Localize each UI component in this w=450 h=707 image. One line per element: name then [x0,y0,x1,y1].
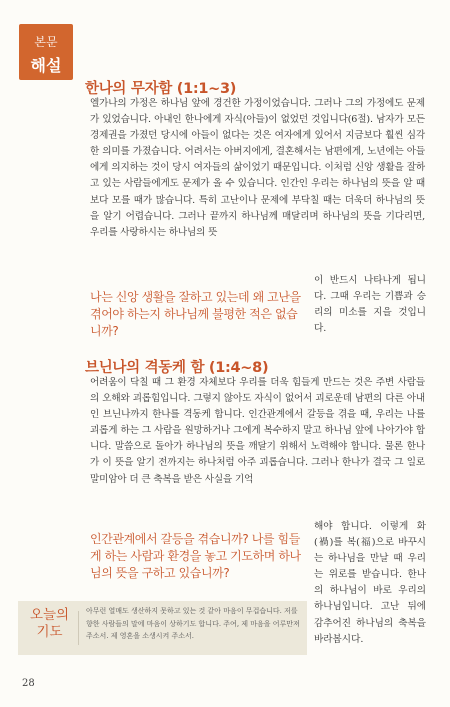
section1-pullquote: 나는 신앙 생활을 잘하고 있는데 왜 고난을 겪어야 하는지 하나님께 불평한 적은 없습니까? [90,290,301,338]
prayer-text: 아무런 열매도 생산하지 못하고 있는 것 같아 마음이 무겁습니다. 저를 향한 사람들의 말에 마음이 상하기도 합니다. 주여, 제 마음을 어루만져 주소서. 제 영혼을 소생시켜 주소서. [86,607,300,640]
section-tab-line1: 본문 [34,35,58,49]
todays-prayer-label [23,607,76,641]
prayer-label-line1: 오늘의 [29,607,70,623]
section1-heading: 한나의 무자함 (1:1~3) [85,81,237,97]
section2-paragraph: 어려움이 닥칠 때 그 환경 자체보다 우리를 더욱 힘들게 만드는 것은 주변 사람들의 오해와 괴롭힘입니다. 그렇지 않아도 자식이 없어서 괴로운데 남편의 다른 아내인 브닌나까지 한나를 격동케 합니다. 인간관계에서 갈등을 겪을 때, 우리는 나를 괴롭게 하는 그 사람을 원망하거나 그에게 복수하지 말고 하나님 앞에 나아가야 합니다. 말씀으로 돌아가 하나님의 뜻을 깨달기 위해서 노력해야 합니다. 물론 한나가 이 뜻을 알기 전까지는 하나처럼 아주 괴롭습니다. 그러나 한나가 결국 그 일로 말미암아 더 큰 축복을 받은 사실을 기억 [90,377,425,485]
section2-heading: 브닌나의 격동케 함 (1:4~8) [85,360,269,376]
section1-continued: 이 반드시 나타나게 됩니다. 그때 우리는 기쁨과 승리의 미소를 지을 것입니다. [314,275,426,335]
section2-pullquote: 인간관계에서 갈등을 겪습니까? 나를 힘들게 하는 사람과 환경을 놓고 기도하며 하나님의 뜻을 구하고 있습니까? [90,532,301,580]
page-number: 28 [22,678,35,689]
section-tab-line2: 해설 [30,56,62,75]
prayer-label-line2: 기도 [36,624,63,640]
section2-continued: 해야 합니다. 이렇게 화(禍)를 복(福)으로 바꾸시는 하나님을 만날 때 우리는 위로를 받습니다. 한나의 하나님이 바로 우리의 하나님입니다. 고난 뒤에 감추어진 하나님의 축복을 바라봅시다. [314,521,426,645]
section1-paragraph: 엘가나의 가정은 하나님 앞에 경건한 가정이었습니다. 그러나 그의 가정에도 문제가 있었습니다. 아내인 한나에게 자식(아들)이 없었던 것입니다(6절). 남자가 모든 경제권을 가졌던 당시에 아들이 없다는 것은 여자에게 있어서 지금보다 훨씬 심각한 의미를 가졌습니다. 어려서는 아버지에게, 결혼해서는 남편에게, 노년에는 아들에게 의지하는 것이 당시 여자들의 삶이었기 때문입니다. 이처럼 신앙 생활을 잘하고 있는 사람들에게도 문제가 올 수 있습니다. 인간인 우리는 하나님의 뜻을 알 때보다 모를 때가 많습니다. 특히 고난이나 문제에 부닥칠 때는 더욱더 하나님의 뜻을 알기 어렵습니다. 그러나 끝까지 하나님께 매달리며 하나님의 뜻을 기다리면, 우리를 사랑하시는 하나님의 뜻 [90,98,425,238]
todays-prayer-box [18,601,307,655]
section-tab [19,24,73,80]
prayer-divider [78,611,79,645]
